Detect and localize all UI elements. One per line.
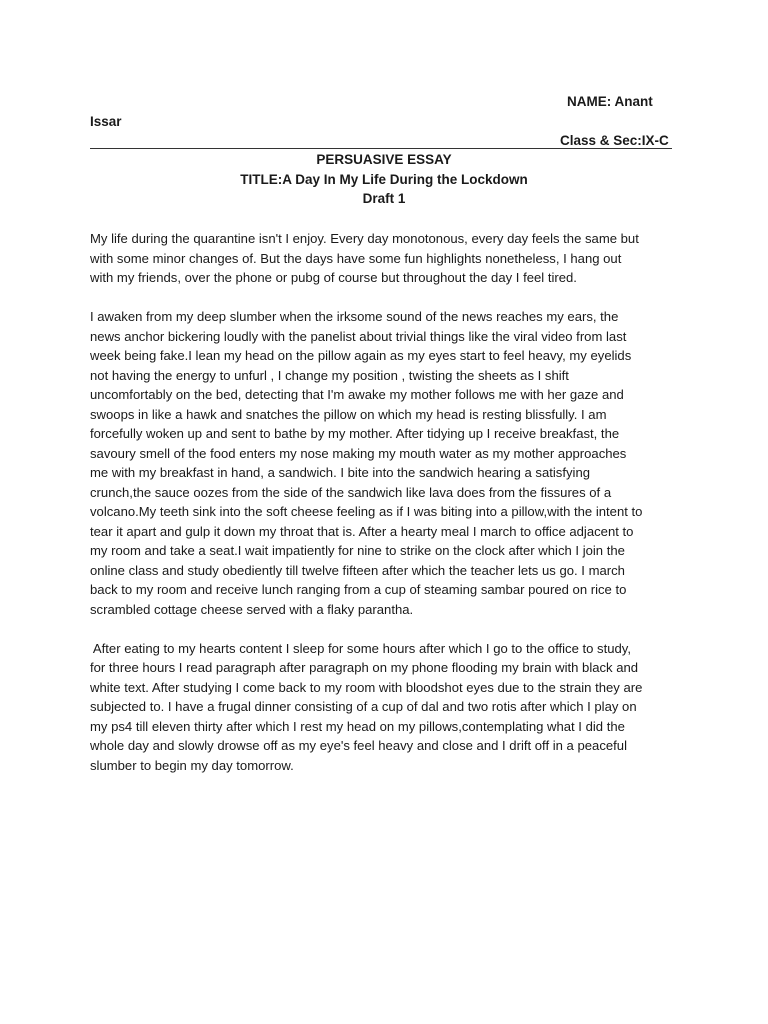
text-line: slumber to begin my day tomorrow. [90, 757, 294, 773]
paragraph-1 [90, 229, 690, 288]
class-section-label: Class & Sec:IX-C [560, 133, 669, 148]
text-line: scrambled cottage cheese served with a flaky parantha. [90, 601, 414, 617]
text-line: with my friends, over the phone or pubg of course but throughout the day I feel tired. [90, 270, 577, 285]
text-line: savoury smell of the food enters my nose making my mouth water as my mother approaches [90, 445, 627, 461]
text-line: tear it apart and gulp it down my throat that is. After a hearty meal I march to office adjacent to [90, 523, 634, 539]
text-line: forcefully woken up and sent to bathe by my mother. After tidying up I receive breakfast, the [90, 426, 620, 441]
text-line: My life during the quarantine isn't I enjoy. Every day monotonous, every day feels the same but [90, 231, 639, 246]
text-line: for three hours I read paragraph after paragraph on my phone flooding my brain with black and [90, 660, 639, 675]
student-name-continued: Issar [90, 114, 122, 129]
text-line: swoops in like a hawk and snatches the pillow on which my head is resting blissfully. I am [90, 406, 607, 422]
text-line: subjected to. I have a frugal dinner consisting of a cup of dal and two rotis after which I play on [90, 699, 637, 714]
text-line: whole day and slowly drowse off as my eye's feel heavy and close and I drift off in a peaceful [90, 738, 627, 753]
text-line: volcano.My teeth sink into the soft cheese feeling as if I was biting into a pillow,with the intent to [90, 504, 643, 519]
text-line: news anchor bickering loudly with the panelist about trivial things like the viral video from last [90, 328, 627, 344]
student-name-label: NAME: Anant [567, 94, 653, 109]
text-line: not having the energy to unfurl , I change my position , twisting the sheets as I shift [90, 367, 569, 383]
text-line: After eating to my hearts content I sleep for some hours after which I go to the office to study, [90, 640, 632, 656]
essay-body [90, 229, 690, 795]
paragraph-2 [90, 307, 690, 619]
text-line: with some minor changes of. But the days have some fun highlights nonetheless, I hang out [90, 250, 622, 266]
text-line: uncomfortably on the bed, detecting that I'm awake my mother follows me with her gaze and [90, 387, 624, 402]
text-line: my room and take a seat.I wait impatiently for nine to strike on the clock after which I join the [90, 543, 625, 558]
paragraph-3 [90, 639, 690, 776]
text-line: online class and study obediently till twelve fifteen after which the teacher lets us go. I march [90, 562, 625, 578]
text-line: me with my breakfast in hand, a sandwich. I bite into the sandwich hearing a satisfying [90, 465, 591, 480]
title-block [90, 150, 678, 209]
text-line: week being fake.I lean my head on the pillow again as my eyes start to feel heavy, my eyelids [90, 348, 632, 363]
essay-type-heading: PERSUASIVE ESSAY [316, 152, 452, 167]
text-line: white text. After studying I come back to my room with bloodshot eyes due to the strain they are [90, 679, 643, 695]
text-line: my ps4 till eleven thirty after which I rest my head on my pillows,contemplating what I did the [90, 718, 625, 734]
text-line: crunch,the sauce oozes from the side of the sandwich like lava does from the fissures of a [90, 484, 612, 500]
header-underline [90, 148, 672, 149]
draft-label: Draft 1 [362, 191, 406, 206]
text-line: back to my room and receive lunch ranging from a cup of steaming sambar poured on rice to [90, 582, 627, 597]
essay-title: TITLE:A Day In My Life During the Lockdown [240, 171, 528, 187]
text-line: I awaken from my deep slumber when the irksome sound of the news reaches my ears, the [90, 309, 619, 324]
